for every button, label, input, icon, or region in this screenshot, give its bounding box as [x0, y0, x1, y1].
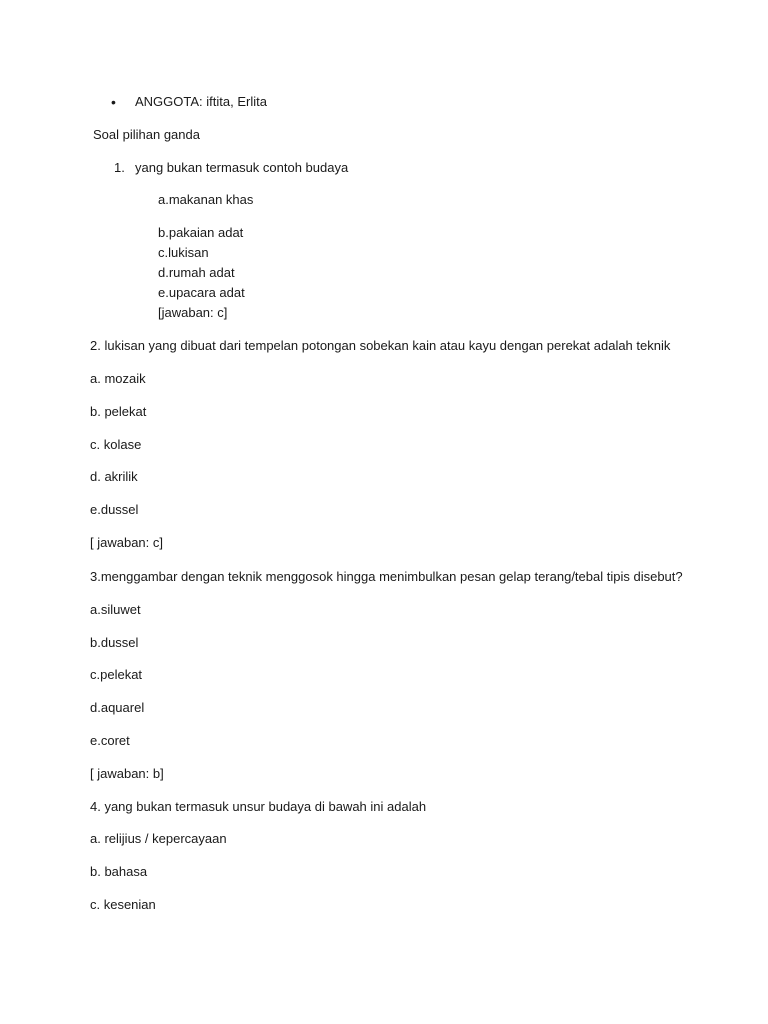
q4-option-a: a. relijius / kepercayaan	[90, 831, 227, 846]
q3-option-c: c.pelekat	[90, 667, 143, 682]
q2-text: 2. lukisan yang dibuat dari tempelan potongan sobekan kain atau kayu dengan perekat adalah teknik	[90, 338, 671, 353]
q4-text: 4. yang bukan termasuk unsur budaya di bawah ini adalah	[90, 799, 427, 814]
q3-text: 3.menggambar dengan teknik menggosok hingga menimbulkan pesan gelap terang/tebal tipis disebut?	[90, 569, 683, 584]
q1-option-c: c.lukisan	[158, 245, 209, 260]
q3-option-d: d.aquarel	[90, 700, 145, 715]
q2-answer: [ jawaban: c]	[90, 535, 163, 550]
q1-text: yang bukan termasuk contoh budaya	[135, 160, 349, 175]
q3-option-e: e.coret	[90, 733, 130, 748]
q1-option-b: b.pakaian adat	[158, 225, 244, 240]
q3-option-b: b.dussel	[90, 635, 139, 650]
q3-option-a: a.siluwet	[90, 602, 141, 617]
q3-answer: [ jawaban: b]	[90, 766, 164, 781]
q1-option-a: a.makanan khas	[158, 192, 254, 207]
q2-option-d: d. akrilik	[90, 469, 138, 484]
section-title: Soal pilihan ganda	[93, 127, 200, 142]
q2-option-a: a. mozaik	[90, 371, 146, 386]
members-line: ANGGOTA: iftita, Erlita	[135, 94, 267, 109]
q1-option-d: d.rumah adat	[158, 265, 235, 280]
q2-option-c: c. kolase	[90, 437, 142, 452]
bullet-icon: •	[111, 94, 116, 110]
q2-option-e: e.dussel	[90, 502, 139, 517]
q4-option-b: b. bahasa	[90, 864, 148, 879]
q2-option-b: b. pelekat	[90, 404, 147, 419]
q1-number: 1.	[114, 160, 125, 175]
q4-option-c: c. kesenian	[90, 897, 156, 912]
q1-option-e: e.upacara adat	[158, 285, 245, 300]
q1-answer: [jawaban: c]	[158, 305, 228, 320]
